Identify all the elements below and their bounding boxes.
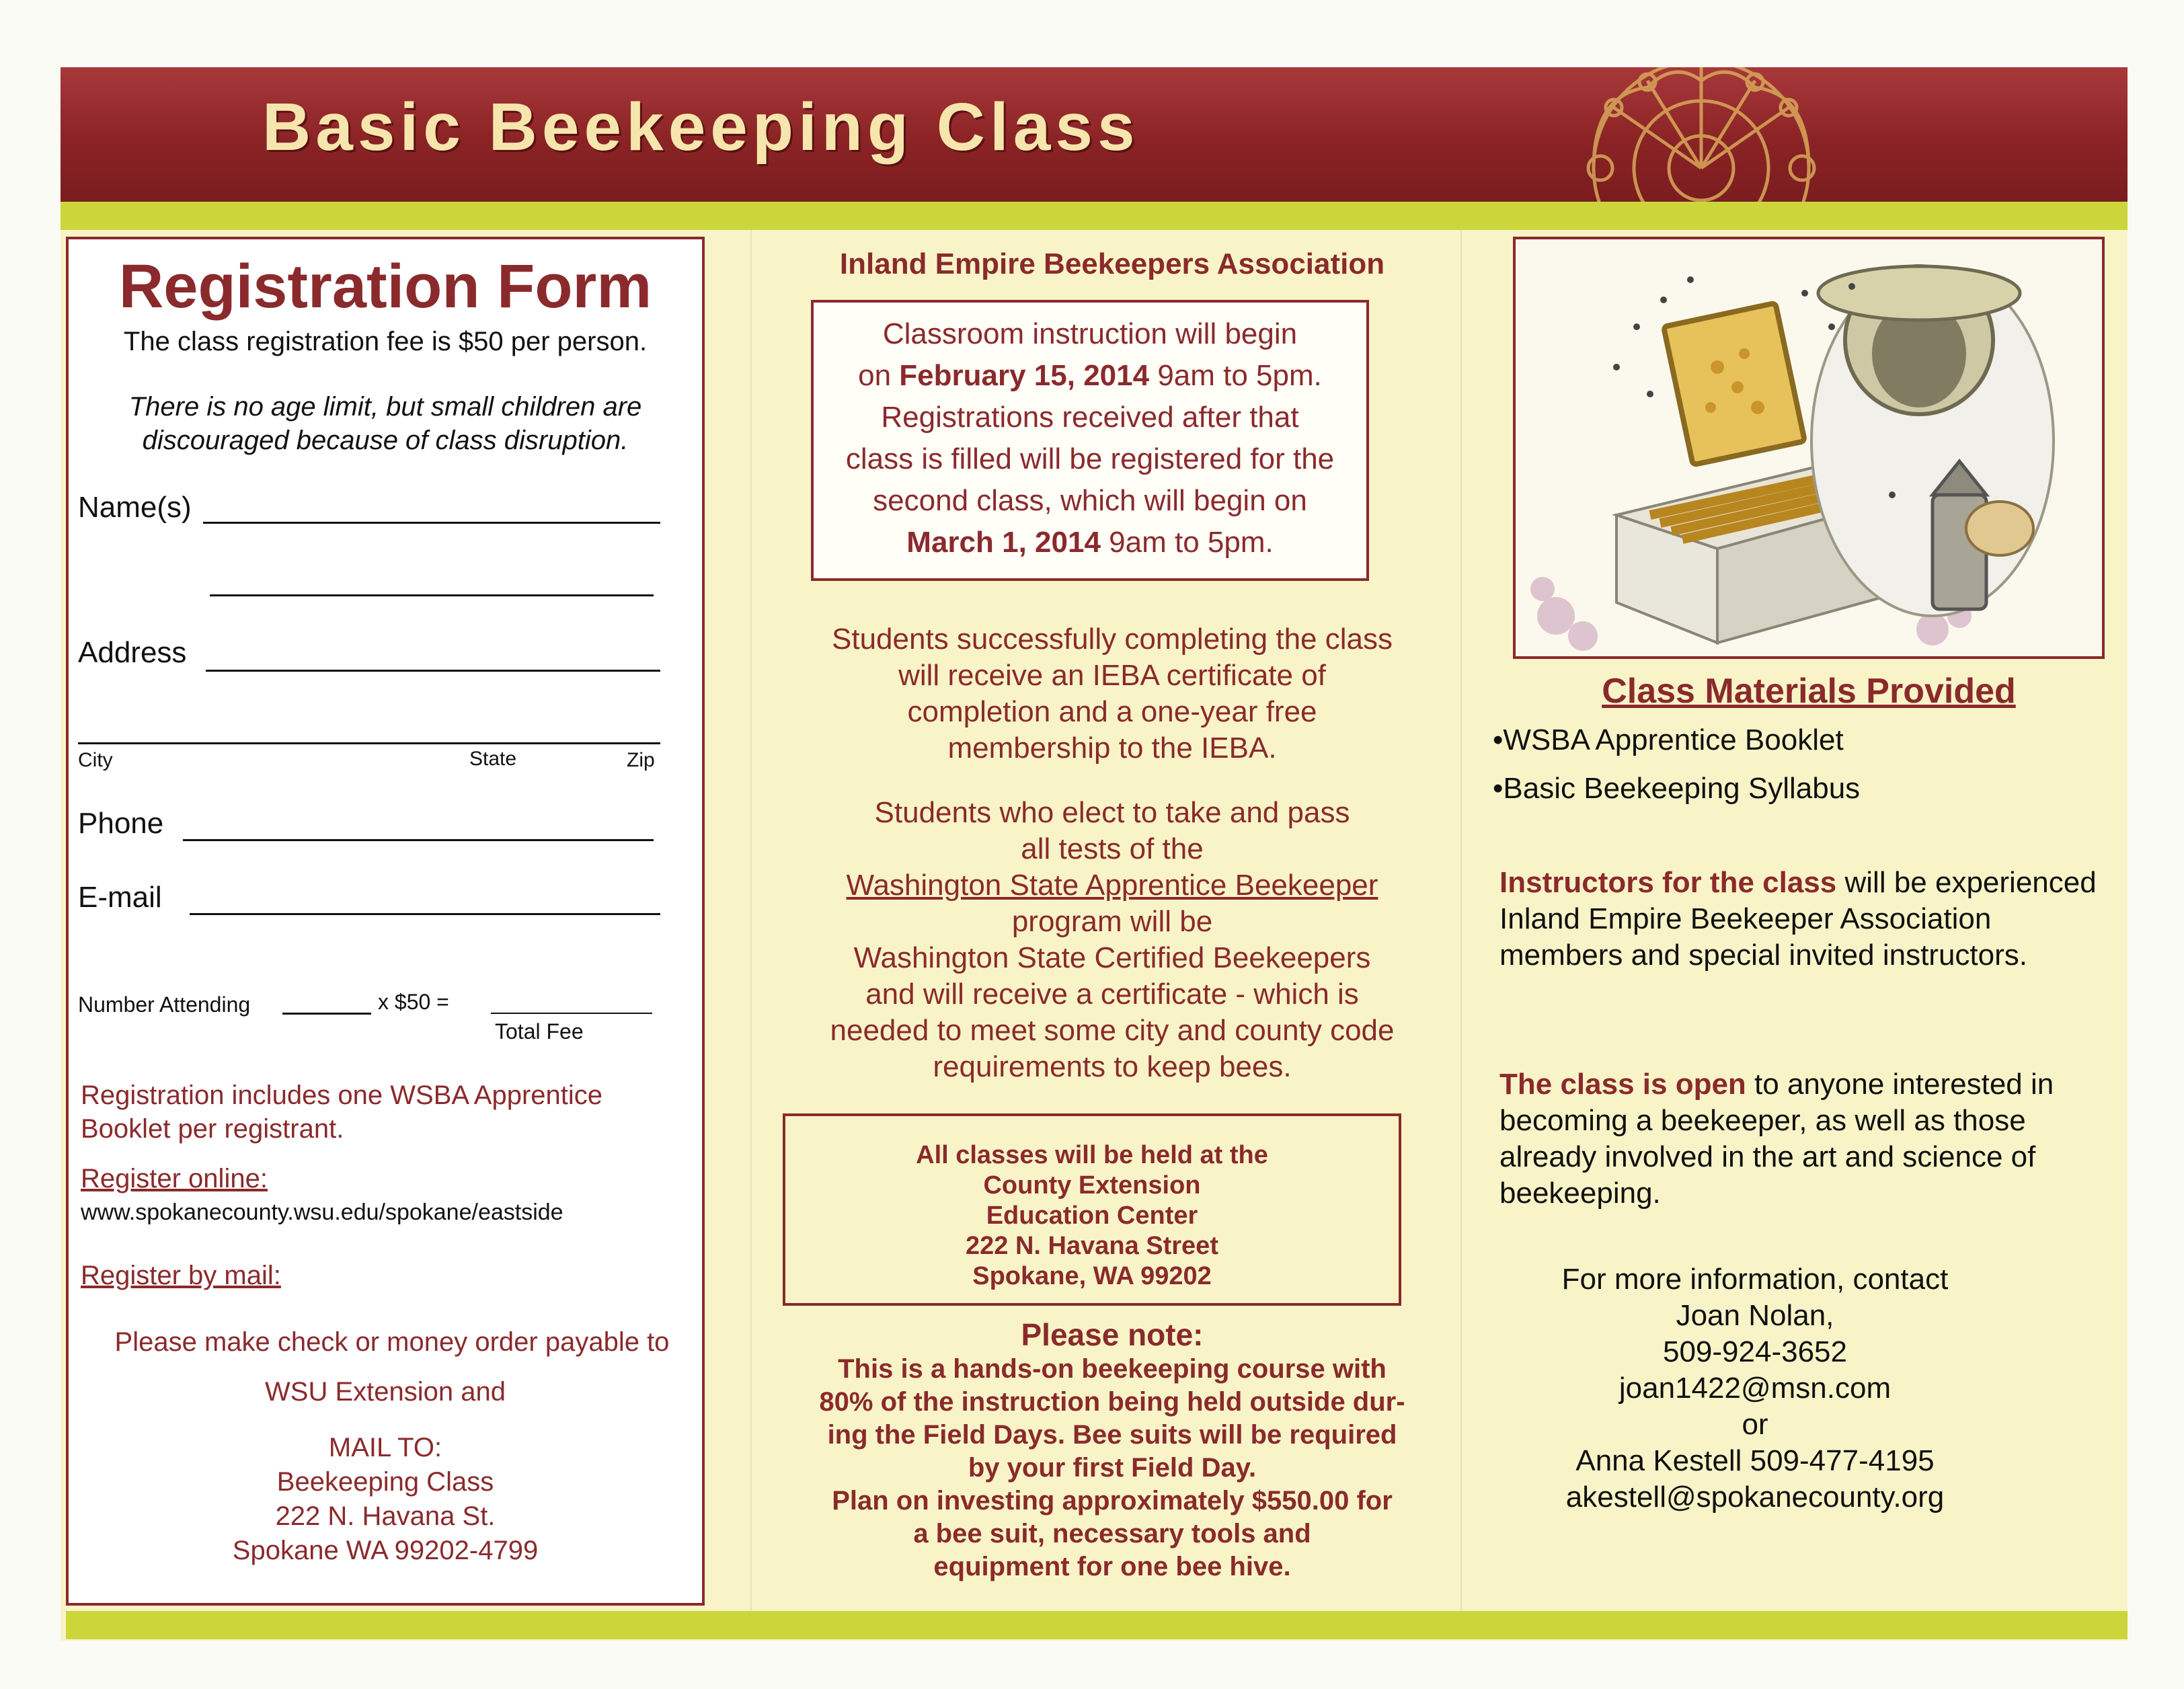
beekeeper-icon — [1516, 239, 2102, 656]
materials-heading: Class Materials Provided — [1602, 672, 2016, 711]
first-class-date: February 15, 2014 — [899, 359, 1150, 392]
form-title: Registration Form — [118, 252, 652, 321]
email-field[interactable] — [190, 913, 660, 915]
address-label: Address — [78, 636, 187, 669]
contact-info: For more information, contact Joan Nolan, 509-924-3652 joan1422@msn.com or Anna Kestell 509-477-4195 akestell@spokanecounty.org — [1513, 1261, 1997, 1516]
registration-form — [66, 237, 705, 1606]
phone-field[interactable] — [183, 839, 654, 841]
email-label: E-mail — [78, 881, 162, 914]
note-body: This is a hands-on beekeeping course with 80% of the instruction being held outside dur- ing the Field Days. Bee suits will be required by your first Field Day. Plan on investing approximately $550.00 for a bee suit, necessary tools and equipment for one bee hive. — [819, 1354, 1405, 1581]
register-mail-label: Register by mail: — [81, 1261, 281, 1290]
apprentice-program-link[interactable]: Washington State Apprentice Beekeeper — [846, 869, 1378, 902]
material-item: •WSBA Apprentice Booklet — [1493, 723, 1844, 756]
fold-line — [1460, 230, 1462, 1611]
payable-line: Please make check or money order payable to — [114, 1327, 670, 1357]
location-box: All classes will be held at the County Extension Education Center 222 N. Havana Street Spokane, WA 99202 — [783, 1113, 1401, 1306]
number-attending-label: Number Attending — [78, 992, 251, 1017]
fee-multiplier: x $50 = — [378, 990, 449, 1014]
name-label: Name(s) — [78, 491, 192, 524]
state-label: State — [469, 748, 517, 770]
beekeeper-illustration — [1513, 237, 2105, 659]
payable-to: WSU Extension and — [265, 1377, 506, 1407]
zip-label: Zip — [627, 749, 655, 771]
contact-phone: 509-924-3652 — [1662, 1335, 1847, 1368]
register-online-url[interactable]: www.spokanecounty.wsu.edu/spokane/eastside — [81, 1200, 563, 1225]
total-fee-label: Total Fee — [495, 1019, 584, 1044]
name-field-1[interactable] — [203, 522, 660, 524]
class-dates-box: Classroom instruction will begin on February 15, 2014 9am to 5pm. Registrations received after that class is filled will be registered for the second class, which will begin on March 1, 2014 9am to 5pm. — [811, 300, 1369, 581]
association-name: Inland Empire Beekeepers Association — [839, 247, 1385, 280]
fold-line — [750, 230, 752, 1611]
contact-phone: Anna Kestell 509-477-4195 — [1575, 1444, 1935, 1477]
title-banner — [61, 67, 2128, 202]
green-band-bottom — [66, 1611, 2128, 1639]
green-band-top — [61, 202, 2128, 230]
number-attending-field[interactable] — [282, 1013, 371, 1015]
age-note: There is no age limit, but small children are discouraged because of class disruption. — [128, 392, 642, 455]
material-item: •Basic Beekeeping Syllabus — [1493, 772, 1861, 805]
name-field-2[interactable] — [210, 594, 654, 596]
city-label: City — [78, 749, 113, 771]
open-class-paragraph: The class is open to anyone interested in becoming a beekeeper, as well as those already involved in the art and science of beekeeping. — [1499, 1068, 2054, 1210]
second-class-date: March 1, 2014 — [906, 526, 1101, 559]
address-field[interactable] — [206, 670, 660, 672]
contact-email[interactable]: akestell@spokanecounty.org — [1565, 1481, 1945, 1514]
total-fee-field[interactable] — [491, 1013, 652, 1014]
certificate-paragraph: Students successfully completing the class will receive an IEBA certificate of completion and a one-year free membership to the IEBA. — [832, 623, 1393, 764]
note-heading: Please note: — [1021, 1317, 1204, 1352]
includes-note: Registration includes one WSBA Apprentice Booklet per registrant. — [81, 1081, 602, 1144]
contact-email[interactable]: joan1422@msn.com — [1618, 1372, 1892, 1405]
ornament-icon — [1513, 67, 1889, 202]
instructors-paragraph: Instructors for the class will be experienced Inland Empire Beekeeper Association members and special invited instructors. — [1499, 866, 2097, 972]
brochure-title: Basic Beekeeping Class — [262, 89, 1140, 165]
register-online-label: Register online: — [81, 1164, 268, 1193]
fee-line: The class registration fee is $50 per person. — [123, 327, 648, 356]
phone-label: Phone — [78, 807, 164, 840]
brochure-sheet — [61, 67, 2128, 1641]
city-state-zip-field[interactable] — [78, 742, 660, 744]
apprentice-paragraph: Students who elect to take and pass all tests of the Washington State Apprentice Beekeeper program will be Washington State Certified Beekeepers and will receive a certificate - which is needed to meet some city and county code requirements to keep bees. — [776, 795, 1448, 1085]
mailing-address: MAIL TO: Beekeeping Class 222 N. Havana St. Spokane WA 99202-4799 — [232, 1433, 539, 1565]
